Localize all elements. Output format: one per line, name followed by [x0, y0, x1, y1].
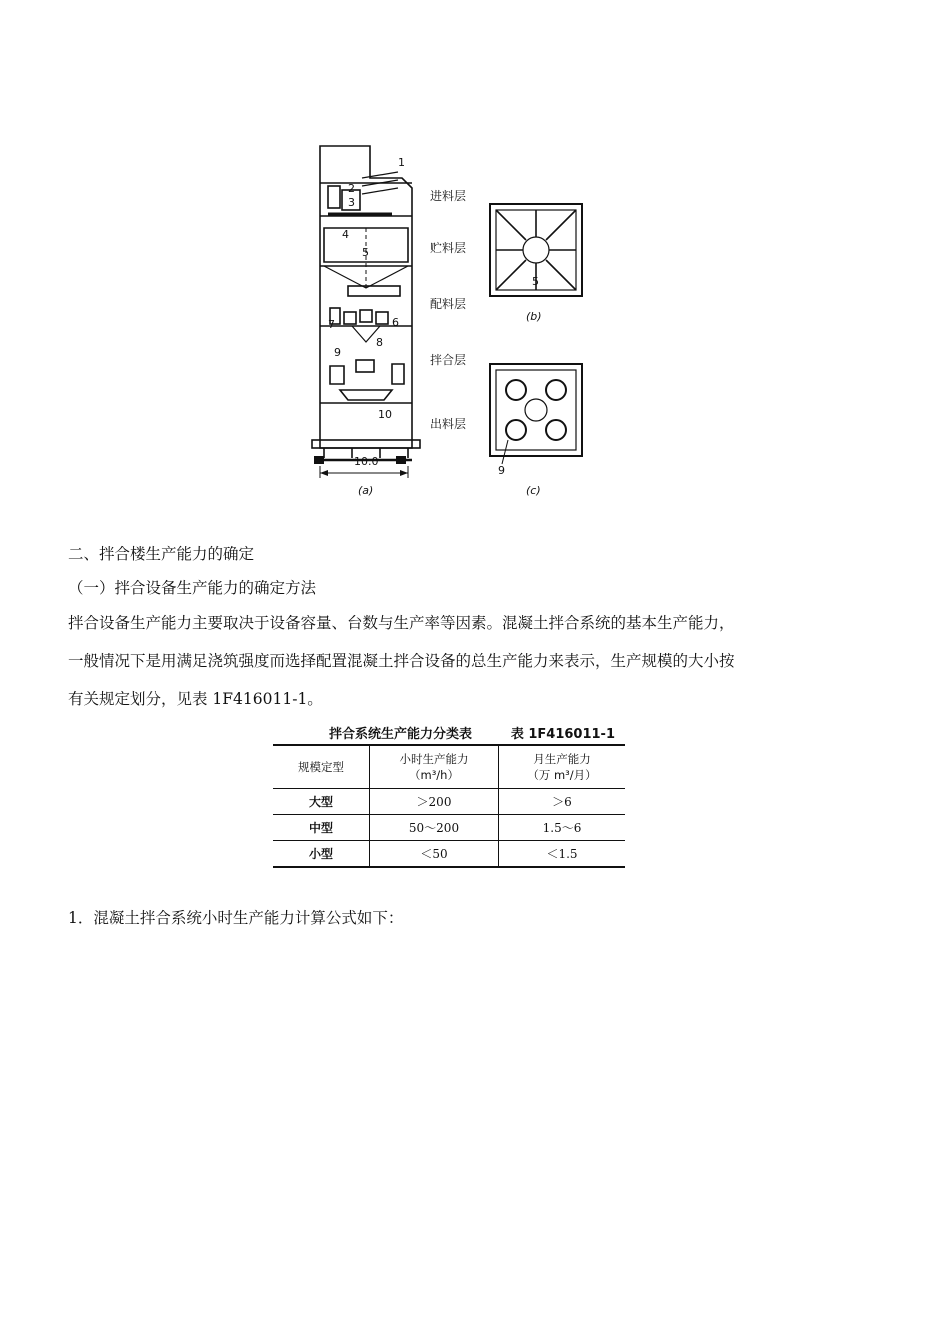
layer-label-4: 拌合层: [430, 353, 467, 367]
plan-c-callout: 9: [498, 464, 505, 477]
table-title: 拌合系统生产能力分类表: [329, 727, 473, 742]
cell-monthly: 1.5～6: [499, 815, 626, 841]
dimension-label: 10.0: [354, 455, 379, 468]
callout-5: 5: [362, 246, 369, 259]
layer-label-2: 贮料层: [430, 241, 467, 255]
callout-7: 7: [328, 318, 335, 331]
header-scale: 规模定型: [273, 745, 370, 789]
cell-type: 中型: [273, 815, 370, 841]
section-heading: 二、拌合楼生产能力的确定: [68, 545, 255, 563]
table-caption: [273, 718, 625, 744]
table-header-row: [273, 745, 625, 789]
mixing-plant-diagram: [300, 128, 600, 508]
paragraph-line-2: 一般情况下是用满足浇筑强度而选择配置混凝土拌合设备的总生产能力来表示，生产规模的大小按: [68, 652, 735, 670]
layer-label-3: 配料层: [430, 297, 467, 311]
cell-monthly: ＞6: [499, 789, 626, 815]
paragraph-line-1: 拌合设备生产能力主要取决于设备容量、台数与生产率等因素。混凝土拌合系统的基本生产能力，: [68, 614, 735, 632]
cell-type: 大型: [273, 789, 370, 815]
caption-a: (a): [358, 484, 374, 497]
callout-9: 9: [334, 346, 341, 359]
callout-2: 2: [348, 182, 355, 195]
cell-hourly: ＞200: [370, 789, 499, 815]
cell-hourly: ＜50: [370, 841, 499, 868]
callout-8: 8: [376, 336, 383, 349]
header-hourly: 小时生产能力 （m³/h）: [370, 745, 499, 789]
cell-type: 小型: [273, 841, 370, 868]
cell-hourly: 50～200: [370, 815, 499, 841]
table-row: [273, 841, 625, 868]
mixing-plant-figure: [300, 128, 600, 508]
callout-10: 10: [378, 408, 392, 421]
table-number: 表 1F416011-1: [510, 727, 615, 742]
layer-label-1: 进料层: [430, 189, 467, 203]
formula-intro: 1．混凝土拌合系统小时生产能力计算公式如下：: [68, 909, 404, 927]
header-monthly: 月生产能力 （万 m³/月）: [499, 745, 626, 789]
paragraph-line-3: 有关规定划分，见表 1F416011-1。: [68, 690, 323, 708]
cell-monthly: ＜1.5: [499, 841, 626, 868]
callout-4: 4: [342, 228, 349, 241]
plan-b-callout: 5: [532, 275, 539, 288]
caption-c: (c): [526, 484, 541, 497]
capacity-table-block: [273, 718, 625, 868]
caption-b: (b): [526, 310, 542, 323]
table-row: [273, 789, 625, 815]
subsection-heading: （一）拌合设备生产能力的确定方法: [68, 579, 317, 597]
callout-6: 6: [392, 316, 399, 329]
capacity-table: [273, 744, 625, 868]
callout-3: 3: [348, 196, 355, 209]
callout-1: 1: [398, 156, 405, 169]
table-row: [273, 815, 625, 841]
layer-label-5: 出料层: [430, 417, 467, 431]
